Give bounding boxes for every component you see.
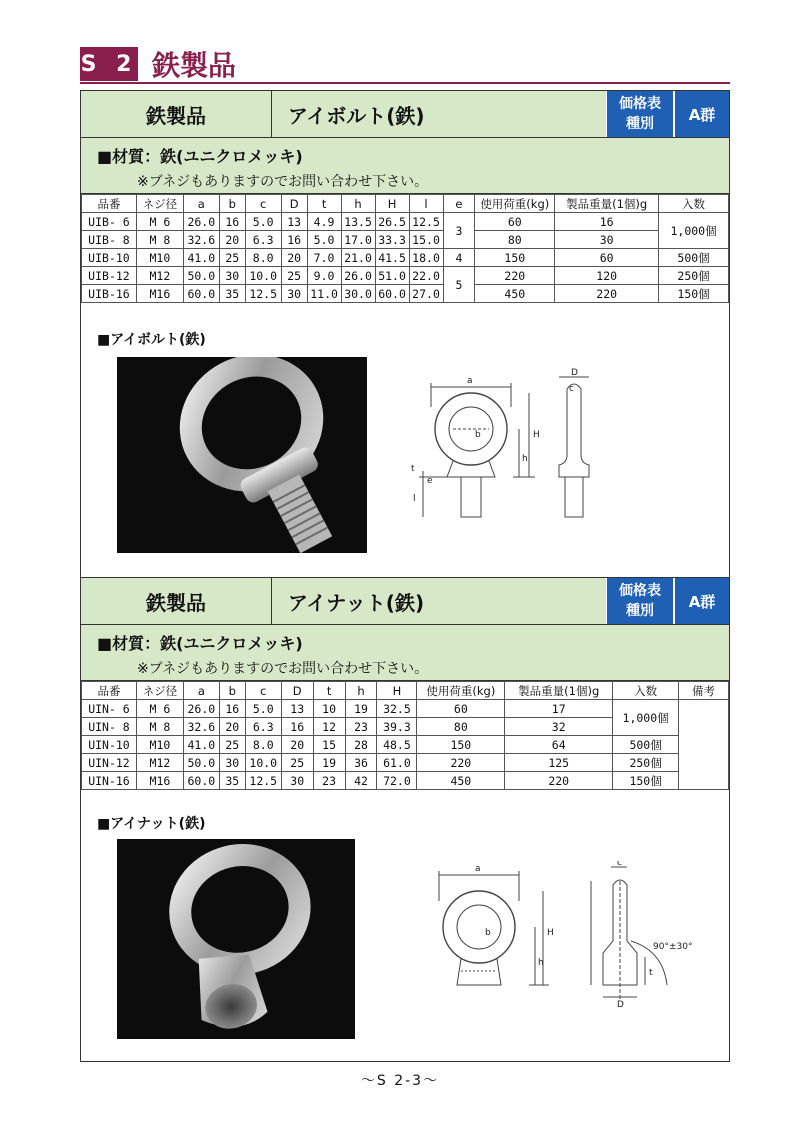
- cell: 30: [219, 267, 245, 285]
- cell: M 8: [136, 718, 183, 736]
- eyebolt-photo: [117, 357, 367, 553]
- eyenut-photo: [117, 839, 355, 1039]
- dim-label-c: c: [617, 861, 622, 868]
- cell: 36: [345, 754, 377, 772]
- col-header: t: [307, 195, 341, 213]
- cell: 27.0: [409, 285, 443, 303]
- cell: 23: [313, 772, 345, 790]
- cell: UIN-12: [82, 754, 137, 772]
- cell: 11.0: [307, 285, 341, 303]
- cell: 16: [281, 718, 313, 736]
- cell: 30: [555, 231, 659, 249]
- cell: 450: [417, 772, 505, 790]
- cell: UIN- 8: [82, 718, 137, 736]
- cell: 30: [219, 754, 245, 772]
- cell: 32.6: [183, 718, 219, 736]
- cell: 48.5: [377, 736, 417, 754]
- cell: 150: [417, 736, 505, 754]
- cell: 16: [555, 213, 659, 231]
- col-header: D: [281, 682, 313, 700]
- cell: M16: [136, 772, 183, 790]
- catalog-frame: [80, 90, 730, 1062]
- cell: M10: [136, 249, 183, 267]
- col-header: ネジ径: [136, 195, 183, 213]
- cell: 20: [219, 718, 245, 736]
- cell: 5.0: [245, 700, 281, 718]
- cell: 16: [219, 700, 245, 718]
- eyebolt-caption: ■アイボルト(鉄): [97, 332, 206, 348]
- cell: M16: [136, 285, 183, 303]
- cell: 120: [555, 267, 659, 285]
- cell: 220: [505, 772, 613, 790]
- cell: 17.0: [341, 231, 375, 249]
- dim-label-a: a: [467, 376, 473, 386]
- eyenut-caption: ■アイナット(鉄): [97, 816, 206, 832]
- cell: 30: [281, 772, 313, 790]
- cell: UIN-10: [82, 736, 137, 754]
- cell: 25: [281, 267, 307, 285]
- col-header: 備考: [679, 682, 729, 700]
- cell: 7.0: [307, 249, 341, 267]
- cell: 42: [345, 772, 377, 790]
- eyebolt-note: ※ブネジもありますのでお問い合わせ下さい。: [137, 174, 429, 190]
- cell: 12: [313, 718, 345, 736]
- dim-label-a: a: [475, 864, 481, 874]
- header-rule: [80, 82, 730, 84]
- cell: 10.0: [245, 754, 281, 772]
- cell: 26.5: [375, 213, 409, 231]
- cell: 60.0: [183, 285, 219, 303]
- cell: 32.5: [377, 700, 417, 718]
- col-header: H: [377, 682, 417, 700]
- cell: 220: [475, 267, 555, 285]
- cell: M 6: [136, 700, 183, 718]
- cell: 450: [475, 285, 555, 303]
- eyenut-note: ※ブネジもありますのでお問い合わせ下さい。: [137, 661, 429, 677]
- cell: UIB-12: [82, 267, 137, 285]
- cell: 250個: [659, 267, 729, 285]
- cell: 13.5: [341, 213, 375, 231]
- eyenut-dimension-diagram: [431, 861, 711, 1021]
- section-badge: S 2: [80, 47, 138, 81]
- eyebolt-dimension-diagram: [401, 367, 631, 537]
- cell: M12: [136, 754, 183, 772]
- eyebolt-price-type-label: 価格表 種別: [606, 91, 673, 137]
- eyebolt-spec-table: [81, 194, 729, 303]
- col-header: 使用荷重(kg): [417, 682, 505, 700]
- eyenut-material-box: [81, 625, 729, 681]
- cell: 5: [443, 267, 475, 303]
- cell: 19: [313, 754, 345, 772]
- page-number: ～S 2-3～: [360, 1073, 440, 1089]
- cell: 20: [219, 231, 245, 249]
- dim-label-e: e: [427, 476, 433, 486]
- col-header: e: [443, 195, 475, 213]
- cell: 17: [505, 700, 613, 718]
- dim-label-l: l: [413, 494, 416, 504]
- col-header: 製品重量(1個)g: [555, 195, 659, 213]
- eyebolt-price-group: A群: [673, 91, 729, 137]
- eyebolt-titlebar: [81, 91, 729, 138]
- cell: 1,000個: [659, 213, 729, 249]
- cell: 13: [281, 213, 307, 231]
- col-header: 入数: [659, 195, 729, 213]
- cell: 16: [219, 213, 245, 231]
- col-header: H: [375, 195, 409, 213]
- table-row: [82, 267, 729, 285]
- cell: 150: [475, 249, 555, 267]
- cell: UIB- 6: [82, 213, 137, 231]
- cell: 18.0: [409, 249, 443, 267]
- eyenut-price-group: A群: [673, 578, 729, 624]
- cell: 10: [313, 700, 345, 718]
- col-header: 製品重量(1個)g: [505, 682, 613, 700]
- eyenut-category: 鉄製品: [81, 578, 272, 624]
- cell: UIN-16: [82, 772, 137, 790]
- dim-label-h: h: [522, 454, 528, 464]
- cell: 125: [505, 754, 613, 772]
- table-header-row: [82, 682, 729, 700]
- cell: 60: [555, 249, 659, 267]
- cell: 1,000個: [613, 700, 679, 736]
- remarks-cell: [679, 700, 729, 790]
- dim-label-t: t: [649, 968, 653, 978]
- dim-label-b: b: [475, 430, 481, 440]
- dim-label-c: c: [569, 384, 574, 394]
- eyenut-spec-table: [81, 681, 729, 790]
- cell: 10.0: [245, 267, 281, 285]
- cell: 35: [219, 285, 245, 303]
- cell: 220: [555, 285, 659, 303]
- cell: 220: [417, 754, 505, 772]
- cell: 12.5: [245, 772, 281, 790]
- cell: 60.0: [183, 772, 219, 790]
- eyenut-titlebar: [81, 578, 729, 625]
- col-header: b: [219, 195, 245, 213]
- cell: 15.0: [409, 231, 443, 249]
- cell: 9.0: [307, 267, 341, 285]
- cell: 41.0: [183, 249, 219, 267]
- section-header: [80, 44, 236, 84]
- col-header: 品番: [82, 195, 137, 213]
- eyenut-section: [81, 577, 729, 790]
- table-row: [82, 754, 729, 772]
- cell: 51.0: [375, 267, 409, 285]
- col-header: a: [183, 195, 219, 213]
- cell: UIB- 8: [82, 231, 137, 249]
- eyenut-product-name: アイナット(鉄): [288, 590, 425, 615]
- eyebolt-product-name: アイボルト(鉄): [288, 103, 425, 128]
- dim-label-b: b: [485, 928, 491, 938]
- cell: 61.0: [377, 754, 417, 772]
- col-header: l: [409, 195, 443, 213]
- col-header: c: [245, 682, 281, 700]
- cell: 25: [281, 754, 313, 772]
- cell: 8.0: [245, 249, 281, 267]
- col-header: a: [183, 682, 219, 700]
- cell: 30: [281, 285, 307, 303]
- cell: 26.0: [183, 700, 219, 718]
- col-header: h: [345, 682, 377, 700]
- cell: 32.6: [183, 231, 219, 249]
- section-title: 鉄製品: [152, 49, 237, 82]
- col-header: 使用荷重(kg): [475, 195, 555, 213]
- cell: 20: [281, 249, 307, 267]
- cell: 60.0: [375, 285, 409, 303]
- cell: M 8: [136, 231, 183, 249]
- cell: 26.0: [341, 267, 375, 285]
- cell: 8.0: [245, 736, 281, 754]
- table-row: [82, 736, 729, 754]
- dim-label-angle: 90°±30°: [653, 942, 693, 952]
- col-header: t: [313, 682, 345, 700]
- dim-label-h: h: [538, 958, 544, 968]
- cell: UIB-10: [82, 249, 137, 267]
- cell: 39.3: [377, 718, 417, 736]
- cell: 15: [313, 736, 345, 754]
- cell: 12.5: [245, 285, 281, 303]
- table-row: [82, 231, 729, 249]
- table-row: [82, 285, 729, 303]
- col-header: h: [341, 195, 375, 213]
- cell: 150個: [613, 772, 679, 790]
- cell: 150個: [659, 285, 729, 303]
- col-header: ネジ径: [136, 682, 183, 700]
- dim-label-D: D: [571, 368, 578, 378]
- eyenut-price-type-label: 価格表 種別: [606, 578, 673, 624]
- cell: 32: [505, 718, 613, 736]
- dim-label-t: t: [411, 464, 415, 474]
- col-header: b: [219, 682, 245, 700]
- cell: 3: [443, 213, 475, 249]
- cell: 50.0: [183, 754, 219, 772]
- cell: 41.5: [375, 249, 409, 267]
- dim-label-H: H: [547, 928, 554, 938]
- cell: 41.0: [183, 736, 219, 754]
- cell: 22.0: [409, 267, 443, 285]
- cell: 72.0: [377, 772, 417, 790]
- cell: 4: [443, 249, 475, 267]
- eyebolt-material: ■材質：鉄(ユニクロメッキ): [97, 147, 303, 166]
- cell: M12: [136, 267, 183, 285]
- cell: M10: [136, 736, 183, 754]
- cell: 60: [417, 700, 505, 718]
- cell: 80: [475, 231, 555, 249]
- cell: 60: [475, 213, 555, 231]
- cell: 64: [505, 736, 613, 754]
- cell: 33.3: [375, 231, 409, 249]
- cell: 500個: [659, 249, 729, 267]
- cell: 5.0: [245, 213, 281, 231]
- cell: 13: [281, 700, 313, 718]
- col-header: 品番: [82, 682, 137, 700]
- cell: 35: [219, 772, 245, 790]
- table-row: [82, 213, 729, 231]
- cell: 20: [281, 736, 313, 754]
- cell: 500個: [613, 736, 679, 754]
- dim-label-D: D: [617, 1000, 624, 1010]
- cell: UIN- 6: [82, 700, 137, 718]
- cell: 6.3: [245, 231, 281, 249]
- cell: 30.0: [341, 285, 375, 303]
- cell: 23: [345, 718, 377, 736]
- cell: 26.0: [183, 213, 219, 231]
- cell: UIB-16: [82, 285, 137, 303]
- cell: 16: [281, 231, 307, 249]
- cell: 19: [345, 700, 377, 718]
- cell: 5.0: [307, 231, 341, 249]
- eyebolt-section: [81, 91, 729, 303]
- cell: 12.5: [409, 213, 443, 231]
- table-row: [82, 700, 729, 718]
- table-row: [82, 772, 729, 790]
- cell: 50.0: [183, 267, 219, 285]
- col-header: D: [281, 195, 307, 213]
- cell: 25: [219, 249, 245, 267]
- col-header: 入数: [613, 682, 679, 700]
- cell: 6.3: [245, 718, 281, 736]
- table-header-row: [82, 195, 729, 213]
- cell: 4.9: [307, 213, 341, 231]
- cell: 21.0: [341, 249, 375, 267]
- cell: 80: [417, 718, 505, 736]
- eyebolt-material-box: [81, 138, 729, 194]
- cell: 25: [219, 736, 245, 754]
- cell: M 6: [136, 213, 183, 231]
- col-header: c: [245, 195, 281, 213]
- cell: 28: [345, 736, 377, 754]
- eyebolt-category: 鉄製品: [81, 91, 272, 137]
- eyenut-material: ■材質：鉄(ユニクロメッキ): [97, 634, 303, 653]
- dim-label-H: H: [533, 430, 540, 440]
- cell: 250個: [613, 754, 679, 772]
- table-row: [82, 249, 729, 267]
